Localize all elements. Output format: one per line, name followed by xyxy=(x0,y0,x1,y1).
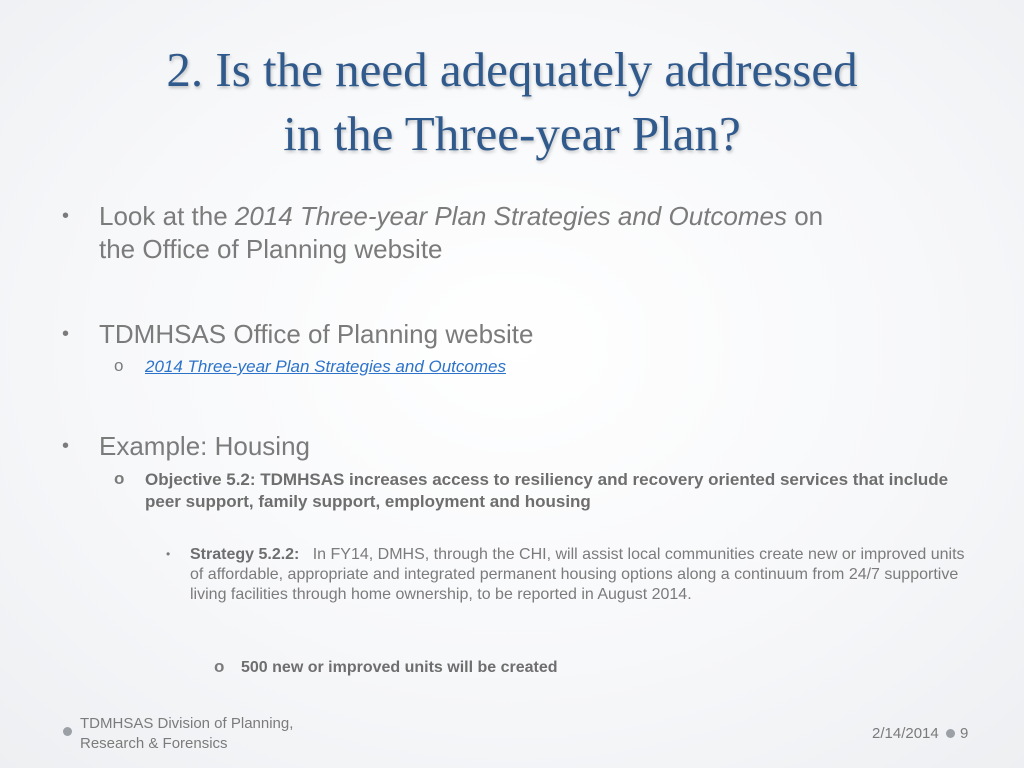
bullet-text: Example: Housing xyxy=(99,431,310,461)
bullet-example-housing xyxy=(62,430,859,463)
slide-title-line2: in the Three-year Plan? xyxy=(283,106,741,161)
objective-text: Objective 5.2: TDMHSAS increases access to resiliency and recovery oriented services that include peer support, family support, employment and housing xyxy=(145,470,949,511)
sub-item-plan-link xyxy=(114,356,845,378)
sub-item-objective xyxy=(114,469,960,513)
circle-bullet-icon: o xyxy=(114,469,125,488)
circle-bullet-icon: o xyxy=(214,657,225,676)
circle-bullet-icon: o xyxy=(114,356,124,375)
units-text: 500 new or improved units will be created xyxy=(241,659,558,676)
slide-title-line1: 2. Is the need adequately addressed xyxy=(166,42,858,97)
bullet-dot-icon: • xyxy=(166,547,171,561)
bullet-office-of-planning xyxy=(62,318,859,351)
bullet-text: TDMHSAS Office of Planning website xyxy=(99,319,534,349)
bullet-look-at-plan xyxy=(62,200,859,266)
footer-date: 2/14/2014 xyxy=(872,725,939,742)
plan-strategies-link[interactable]: 2014 Three-year Plan Strategies and Outcomes xyxy=(145,357,506,376)
bullet-text-italic: 2014 Three-year Plan Strategies and Outcomes xyxy=(234,201,787,231)
footer-dot-icon xyxy=(63,727,72,736)
bullet-dot-icon: • xyxy=(62,323,70,345)
page-number: 9 xyxy=(960,725,969,742)
footer-org-line1: TDMHSAS Division of Planning, xyxy=(80,715,294,732)
strategy-label: Strategy 5.2.2: xyxy=(190,546,300,563)
footer-dot-icon xyxy=(946,729,955,738)
bullet-text-post: on the Office of Planning website xyxy=(99,201,824,264)
slide-title xyxy=(40,38,984,166)
bullet-text-pre: Look at the xyxy=(99,201,235,231)
sub-item-units xyxy=(214,657,841,679)
bullet-dot-icon: • xyxy=(62,205,70,227)
bullet-dot-icon: • xyxy=(62,435,70,457)
footer-organization xyxy=(80,714,293,754)
sub-item-strategy xyxy=(166,545,970,605)
footer-org-line2: Research & Forensics xyxy=(80,735,228,752)
strategy-text: In FY14, DMHS, through the CHI, will assist local communities create new or improved units of affordable, appropriate and integrated permanent housing options along a continuum from 24/7 supportive living facilities through home ownership, to be reported in August 2014. xyxy=(190,546,965,603)
